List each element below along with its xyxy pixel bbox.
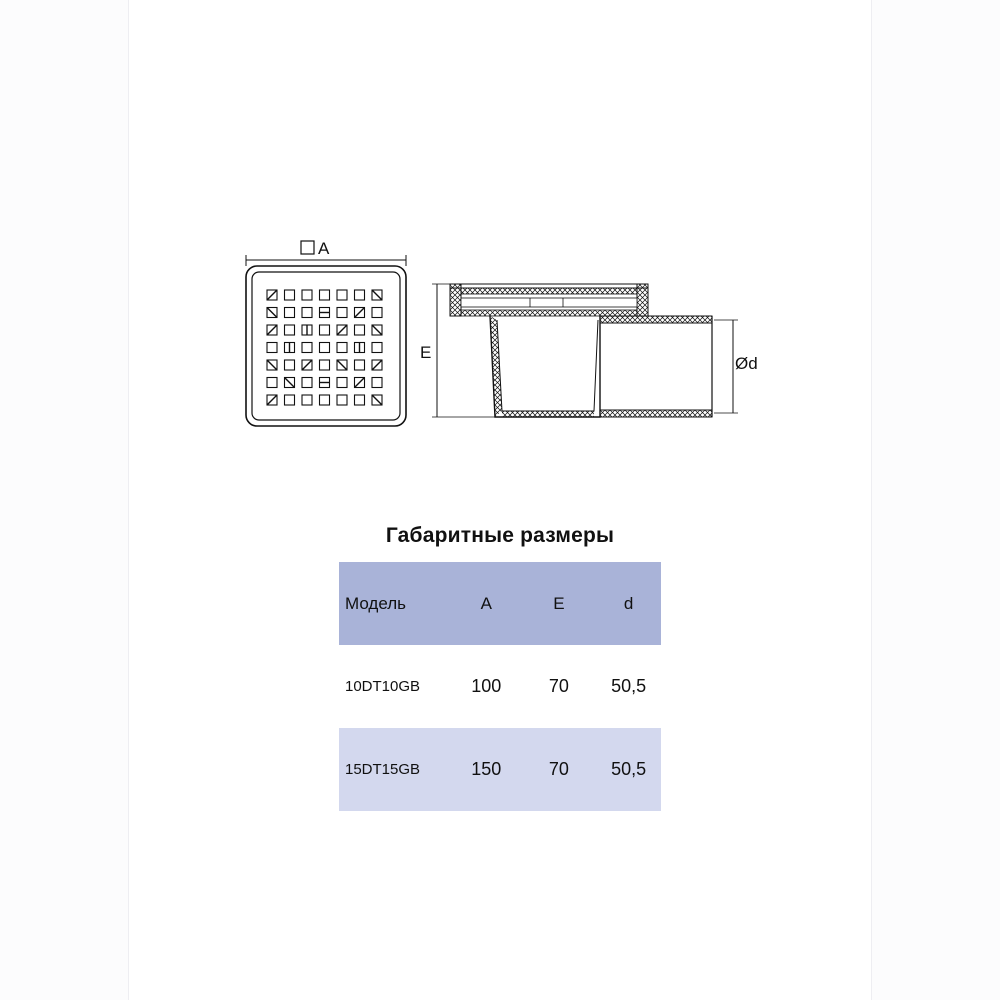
grate-hole xyxy=(337,395,347,405)
grate-hole xyxy=(320,290,330,300)
grate-hole xyxy=(320,325,330,335)
grate-hole xyxy=(285,308,295,318)
header-e: E xyxy=(553,593,565,613)
grate-hole xyxy=(372,378,382,388)
grate-hole xyxy=(320,343,330,353)
drain-body-outer xyxy=(490,316,600,417)
grate-hole-mark xyxy=(302,360,312,370)
grate-hole-mark xyxy=(355,378,365,388)
grate-top-view xyxy=(246,239,406,426)
header-a: A xyxy=(480,593,492,613)
grate-hole xyxy=(320,395,330,405)
header-model: Модель xyxy=(345,593,407,613)
grate-hole xyxy=(285,290,295,300)
row-model: 15DT15GB xyxy=(345,761,421,778)
row-a: 150 xyxy=(471,759,502,779)
outlet-pipe-top-wall xyxy=(600,316,712,323)
table-row xyxy=(339,645,661,728)
row-e: 70 xyxy=(548,676,569,696)
grate-hole-mark xyxy=(267,290,277,300)
header-d: d xyxy=(623,593,634,613)
row-d: 50,5 xyxy=(611,759,647,779)
grate-seat xyxy=(461,298,637,307)
grate-hole xyxy=(355,325,365,335)
drain-side-view xyxy=(420,284,758,417)
grate-hole xyxy=(302,308,312,318)
grate-hole-mark xyxy=(337,325,347,335)
grate-hole xyxy=(267,343,277,353)
grate-hole-mark xyxy=(267,360,277,370)
grate-hole xyxy=(337,290,347,300)
grate-hole xyxy=(337,378,347,388)
grate-hole-grid xyxy=(267,290,382,405)
grate-hole-mark xyxy=(372,360,382,370)
grate-hole xyxy=(355,395,365,405)
table-row xyxy=(339,728,661,811)
grate-hole xyxy=(337,308,347,318)
row-d: 50,5 xyxy=(611,676,647,696)
grate-hole-mark xyxy=(372,290,382,300)
grate-hole xyxy=(285,325,295,335)
flange-right-wall xyxy=(637,284,648,316)
grate-hole xyxy=(302,378,312,388)
grate-hole-mark xyxy=(267,308,277,318)
square-symbol-icon xyxy=(301,241,314,254)
flange-bottom-hatch xyxy=(461,310,637,316)
height-label: E xyxy=(420,343,432,362)
grate-hole xyxy=(302,395,312,405)
width-label: A xyxy=(318,239,330,258)
flange-top-edge xyxy=(450,284,648,288)
grate-hole xyxy=(267,378,277,388)
grate-hole xyxy=(372,308,382,318)
grate-hole-mark xyxy=(285,378,295,388)
dimensions-table xyxy=(339,562,661,811)
row-a: 100 xyxy=(471,676,502,696)
grate-hole xyxy=(355,290,365,300)
grate-hole xyxy=(302,343,312,353)
grate-hole-mark xyxy=(355,308,365,318)
grate-hole xyxy=(285,395,295,405)
diameter-label: Ød xyxy=(735,354,758,373)
drain-body-wall-bottom xyxy=(502,411,594,417)
flange-left-wall xyxy=(450,284,461,316)
grate-hole-mark xyxy=(267,325,277,335)
grate-hole-mark xyxy=(372,395,382,405)
grate-hole xyxy=(302,290,312,300)
grate-hole xyxy=(372,343,382,353)
grate-hole xyxy=(337,343,347,353)
grate-hole-mark xyxy=(337,360,347,370)
outlet-pipe-bottom-wall xyxy=(600,410,712,417)
row-model: 10DT10GB xyxy=(345,678,421,695)
grate-hole-mark xyxy=(372,325,382,335)
drain-body-inner xyxy=(497,320,598,411)
row-e: 70 xyxy=(548,759,569,779)
grate-hole xyxy=(355,360,365,370)
table-title: Габаритные размеры xyxy=(385,524,615,547)
table-header-row xyxy=(339,562,661,645)
grate-hole xyxy=(320,360,330,370)
grate-hole xyxy=(285,360,295,370)
grate-hole-mark xyxy=(267,395,277,405)
flange-top-hatch xyxy=(461,288,637,294)
